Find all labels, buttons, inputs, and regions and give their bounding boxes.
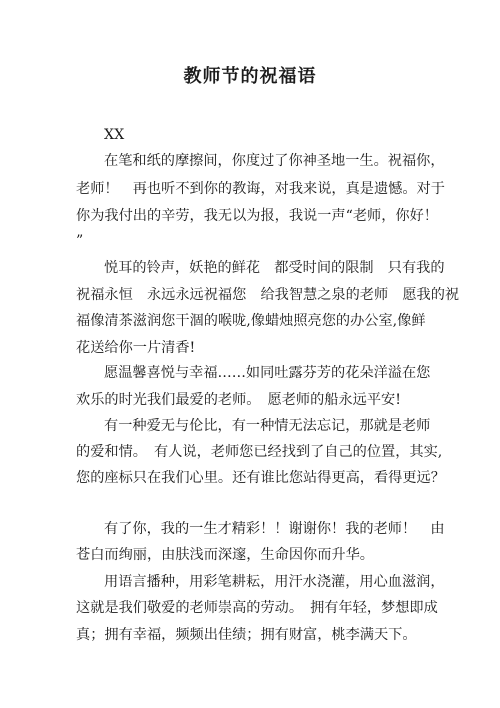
text-line: 老师！ 再也听不到你的教诲，对我来说，真是遗憾。对于 [76, 181, 445, 197]
text-line: 的爱和情。 有人说，老师您已经找到了自己的位置，其实, [76, 444, 443, 460]
text-line: 用语言播种，用彩笔耕耘，用汗水浇灌，用心血滋润， [104, 574, 445, 590]
text-line: 花送给你一片清香! [76, 340, 196, 356]
text-line: 有了你，我的一生才精彩！！谢谢你！我的老师！ 由 [104, 521, 445, 537]
text-line: 欢乐的时光我们最爱的老师。 愿老师的船永远平安! [76, 392, 401, 408]
text-line: ” [76, 233, 84, 249]
text-line: 福像清茶滋润您干涸的喉咙,像蜡烛照亮您的办公室,像鲜 [76, 313, 426, 329]
text-line: 愿温馨喜悦与幸福……如同吐露芬芳的花朵洋溢在您 [104, 365, 431, 381]
text-line: 真；拥有幸福，频频出佳绩；拥有财富，桃李满天下。 [76, 627, 417, 643]
text-line: 有一种爱无与伦比，有一种情无法忘记，那就是老师 [104, 418, 431, 434]
text-line: 您的座标只在我们心里。还有谁比您站得更高，看得更远？ [76, 470, 445, 486]
page-title: 教师节的祝福语 [183, 66, 317, 87]
text-line: 在笔和纸的摩擦间，你度过了你神圣地一生。祝福你， [104, 153, 445, 169]
text-line: 你为我付出的辛劳，我无以为报，我说一声“老师，你好！ [76, 208, 438, 224]
text-line: 这就是我们敬爱的老师崇高的劳动。 拥有年轻，梦想即成 [76, 600, 438, 616]
text-line: 苍白而绚丽，由肤浅而深邃，生命因你而升华。 [76, 547, 374, 563]
text-line: 祝福永恒 永远永远祝福您 给我智慧之泉的老师 愿我的祝 [76, 287, 460, 303]
text-line: XX [104, 127, 125, 143]
text-line: 悦耳的铃声，妖艳的鲜花 都受时间的限制 只有我的 [104, 260, 445, 276]
